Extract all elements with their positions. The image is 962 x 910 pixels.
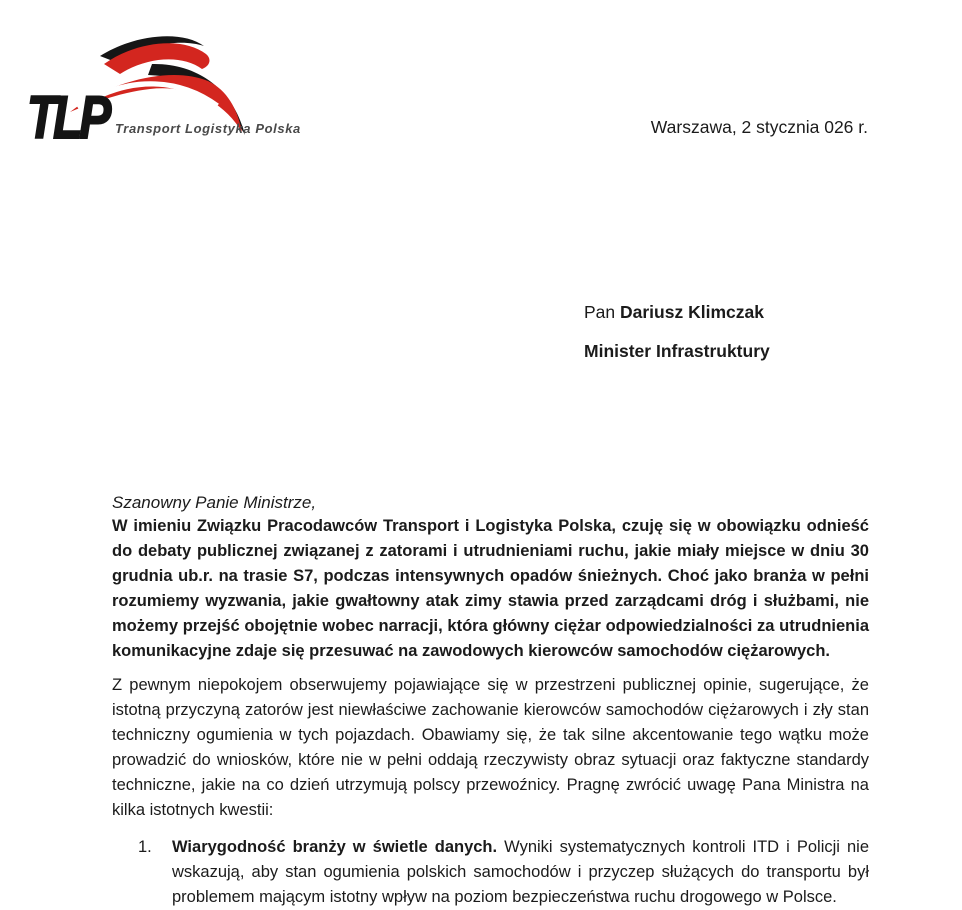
- list-item-text: [172, 835, 869, 910]
- tlp-logo-acronym: TLP: [27, 84, 109, 151]
- paragraph-2: Z pewnym niepokojem obserwujemy pojawiające się w przestrzeni publicznej opinie, sugerujące, że istotną przyczyną zatorów jest niewłaściwe zachowanie kierowców samochodów ciężarowych i zły stan techniczny ogumienia w tych pojazdach. Obawiamy się, że tak silne akcentowanie tego wątku może prowadzić do wniosków, które nie w pełni oddają rzeczywisty obraz sytuacji oraz faktyczne standardy techniczne, jakie na co dzień utrzymują polscy przewoźnicy. Pragnę zwrócić uwagę Pana Ministra na kilka istotnych kwestii:: [112, 676, 869, 819]
- addressee-prefix: Pan: [584, 302, 620, 322]
- greeting: Szanowny Panie Ministrze,: [112, 493, 317, 512]
- addressee-name: Dariusz Klimczak: [620, 302, 764, 322]
- addressee-block: [584, 302, 770, 380]
- list-item-1: [112, 835, 869, 910]
- tlp-logo: [27, 30, 301, 151]
- list-item-number: 1.: [138, 838, 152, 856]
- numbered-list: [112, 835, 869, 910]
- list-item-lead: Wiarygodność branży w świetle danych.: [172, 838, 498, 856]
- paragraph-1: W imieniu Związku Pracodawców Transport i Logistyka Polska, czuję się w obowiązku odnieść do debaty publicznej związanej z zatorami i utrudnieniami ruchu, jakie miały miejsce w dniu 30 grudnia ub.r. na trasie S7, podczas intensywnych opadów śnieżnych. Choć jako branża w pełni rozumiemy wyzwania, jakie gwałtowny atak zimy stawia przed zarządcami dróg i służbami, nie możemy przejść obojętnie wobec narracji, która główny ciężar odpowiedzialności za utrudnienia komunikacyjne zdaje się przesuwać na zawodowych kierowców samochodów ciężarowych.: [112, 517, 869, 660]
- list-item-body: Wyniki systematycznych kontroli ITD i Policji nie wskazują, aby stan ogumienia polskich samochodów i przyczep służących do transportu był problemem mającym istotny wpływ na poziom bezpieczeństwa ruchu drogowego w Polsce.: [172, 838, 870, 906]
- addressee-title: Minister Infrastruktury: [584, 341, 770, 361]
- addressee-name-line: [584, 302, 770, 322]
- date-line: Warszawa, 2 stycznia 026 r.: [650, 117, 868, 137]
- tlp-logo-subtitle: Transport Logistyka Polska: [115, 121, 301, 136]
